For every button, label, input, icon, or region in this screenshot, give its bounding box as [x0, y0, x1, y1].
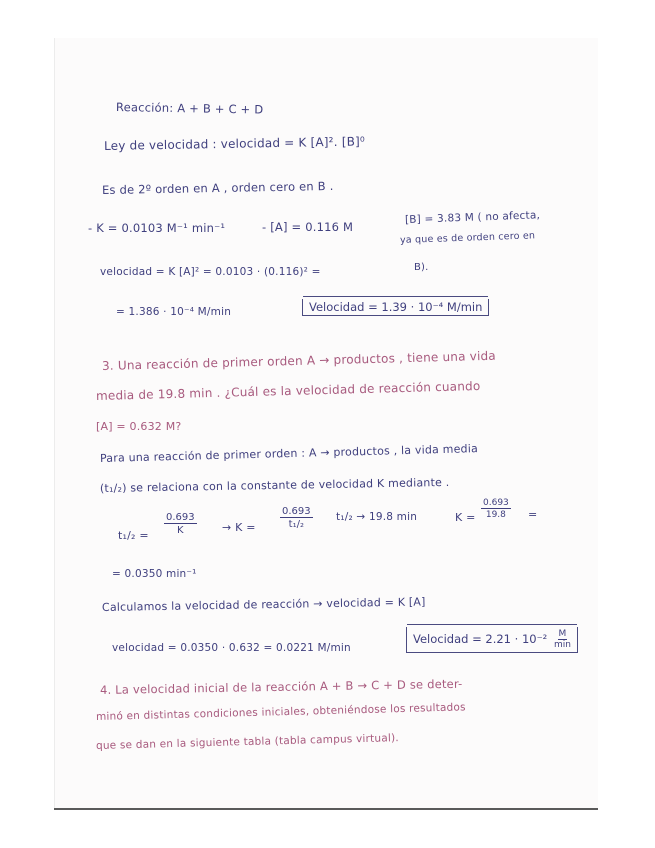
fraction-denominator: t₁/₂	[288, 519, 304, 530]
reaction-line: Reacción: A + B + C + D	[115, 100, 264, 117]
a-concentration-line: - [A] = 0.116 M	[262, 220, 354, 234]
equation-tail: =	[528, 508, 538, 521]
b-note-line-2: B).	[414, 262, 429, 273]
fraction-k	[164, 512, 197, 536]
fraction-numeric	[481, 498, 511, 520]
rate-law-line: Ley de velocidad : velocidad = K [A]². [B]⁰	[103, 134, 366, 153]
fraction-denominator: K	[177, 525, 184, 536]
problem4-line-1: 4. La velocidad inicial de la reacción A + B → C + D se deter-	[99, 676, 463, 697]
unit-fraction	[554, 629, 571, 650]
k-label-2: K =	[455, 511, 476, 524]
solution3-line-1: Para una reacción de primer orden : A → productos , la vida media	[99, 442, 479, 465]
k-value-line: - K = 0.0103 M⁻¹ min⁻¹	[88, 221, 226, 235]
solution3-line-2: (t₁/₂) se relaciona con la constante de velocidad K mediante .	[99, 475, 450, 495]
velocity-box-text: Velocidad = 2.21 · 10⁻²	[413, 632, 548, 646]
arrow-k-label: → K =	[222, 521, 256, 534]
fraction-denominator: 19.8	[485, 510, 506, 520]
velocity-equation-line: velocidad = K [A]² = 0.0103 · (0.116)² =	[100, 266, 321, 278]
problem3-line-3: [A] = 0.632 M?	[96, 420, 182, 433]
velocity-result-line: = 1.386 · 10⁻⁴ M/min	[116, 306, 232, 318]
fraction-half-life	[280, 506, 313, 530]
velocity-answer-box: Velocidad = 1.39 · 10⁻⁴ M/min	[302, 299, 489, 316]
b-concentration-line: [B] = 3.83 M ( no afecta,	[404, 209, 541, 226]
half-life-value: t₁/₂ → 19.8 min	[336, 511, 418, 523]
unit-denominator: min	[553, 640, 571, 650]
order-line: Es de 2º orden en A , orden cero en B .	[101, 178, 334, 197]
k-result-line: = 0.0350 min⁻¹	[112, 568, 197, 580]
fraction-numerator: 0.693	[166, 512, 195, 523]
problem3-line-1: 3. Una reacción de primer orden A → productos , tiene una vida	[101, 348, 497, 373]
b-note-line-1: ya que es de orden cero en	[399, 230, 536, 246]
fraction-numerator: 0.693	[483, 498, 509, 508]
velocity-answer-box-2	[406, 627, 578, 653]
problem4-line-2: minó en distintas condiciones iniciales, obteniéndose los resultados	[95, 701, 466, 723]
problem3-line-2: media de 19.8 min . ¿Cuál es la velocidad de reacción cuando	[95, 378, 481, 403]
half-life-label: t₁/₂ =	[118, 529, 149, 542]
fraction-numerator: 0.693	[282, 506, 311, 517]
page-bottom-edge	[54, 808, 598, 810]
velocity-calc-line: velocidad = 0.0350 · 0.632 = 0.0221 M/min	[112, 642, 351, 654]
calculation-line: Calculamos la velocidad de reacción → velocidad = K [A]	[101, 595, 426, 614]
unit-numerator: M	[558, 629, 567, 639]
problem4-line-3: que se dan en la siguiente tabla (tabla campus virtual).	[95, 732, 400, 752]
